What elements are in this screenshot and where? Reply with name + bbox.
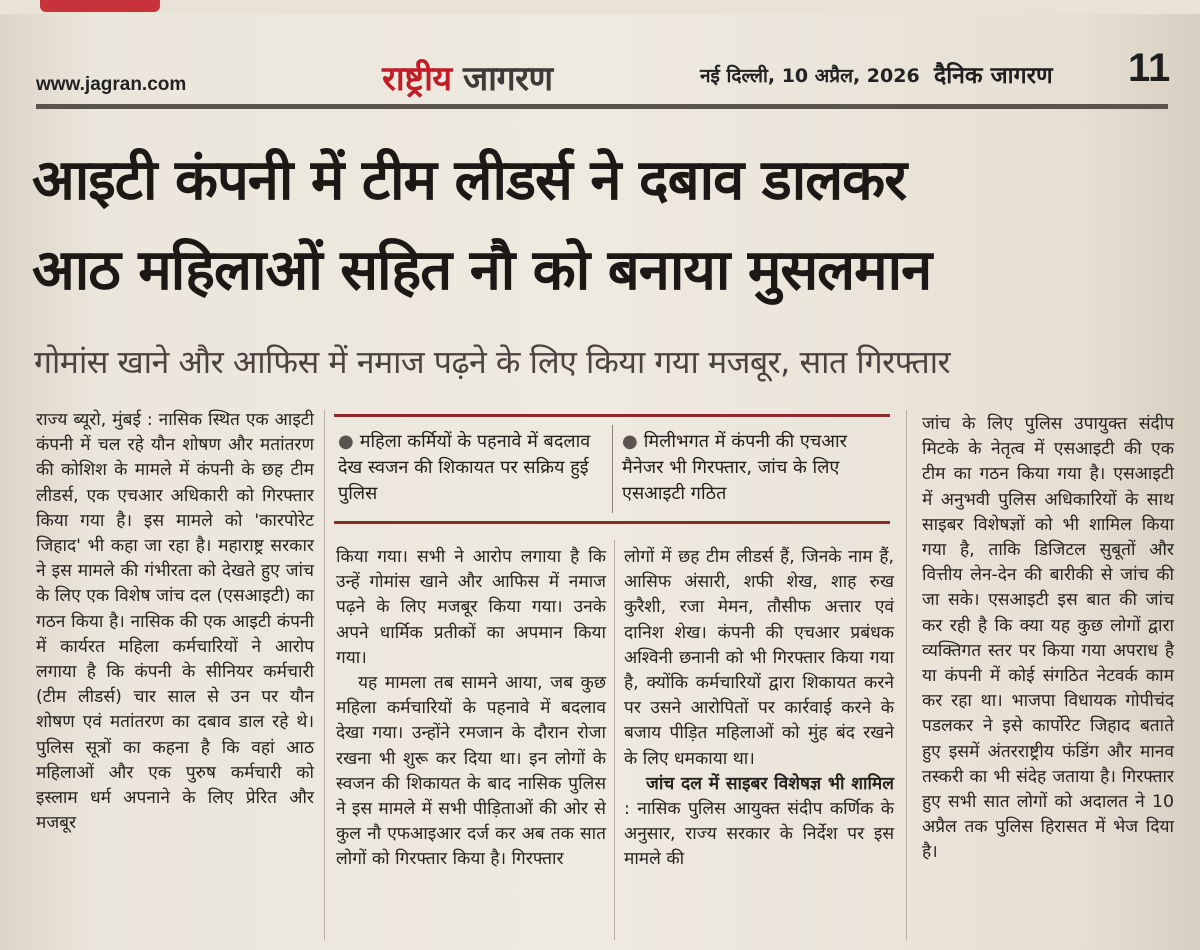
highlights-box (334, 414, 890, 524)
column-divider (324, 410, 325, 940)
headline-line-2: आठ महिलाओं सहित नौ को बनाया मुसलमान (32, 238, 932, 303)
section-title-part2: जागरण (462, 59, 553, 99)
previous-page-edge (0, 0, 1200, 14)
column-2-paragraph-2: यह मामला तब सामने आया, जब कुछ महिला कर्मचारियों के पहनावे में बदलाव देखा गया। उन्होंने रमजान के दौरान रोजा रखना भी शुरू कर दिया था। इन लोगों के स्वजन की शिकायत के बाद नासिक पुलिस ने इस मामले में सभी पीड़िताओं की ओर से कुल नौ एफआइआर दर्ज कर अब तक सात लोगों को गिरफ्तार किया है। गिरफ्तार (336, 673, 606, 870)
headline-line-1: आइटी कंपनी में टीम लीडर्स ने दबाव डालकर (32, 148, 907, 213)
newspaper-brand: दैनिक जागरण (934, 63, 1053, 89)
article-column-1 (36, 408, 314, 836)
section-title (382, 54, 553, 100)
website-url: www.jagran.com (36, 74, 187, 95)
subheadline: गोमांस खाने और आफिस में नमाज पढ़ने के लिए किया गया मजबूर, सात गिरफ्तार (34, 343, 951, 381)
dateline: नई दिल्ली, 10 अप्रैल, 2026 (700, 65, 920, 87)
column-3-paragraph-2-text: : नासिक पुलिस आयुक्त संदीप कर्णिक के अनुसार, राज्य सरकार के निर्देश पर इस मामले की (624, 799, 894, 870)
masthead-rule (36, 104, 1168, 109)
column-divider (614, 540, 615, 940)
column-4-text: जांच के लिए पुलिस उपायुक्त संदीप मिटके के नेतृत्व में एसआइटी की एक टीम का गठन किया गया है। एसआइटी में अनुभवी पुलिस अधिकारियों के साथ साइबर विशेषज्ञों को भी शामिल किया गया है, ताकि डिजिटल सुबूतों और वित्तीय लेन-देन की बारीकी से जांच की जा सके। एसआइटी इस बात की जांच कर रही है कि क्या यह कुछ लोगों द्वारा व्यक्तिगत स्तर पर किया गया अपराध है या कंपनी में कोई संगठित नेटवर्क काम कर रहा था। भाजपा विधायक गोपीचंद पडलकर ने इसे कार्पोरेट जिहाद बताते हुए इसमें अंतरराष्ट्रीय फंडिंग और मानव तस्करी का भी संदेह जताया है। गिरफ्तार हुए सभी सात लोगों को अदालत ने 10 अप्रैल तक पुलिस हिरासत में भेज दिया है। (922, 414, 1174, 863)
red-tab-decoration (40, 0, 160, 12)
page-number: 11 (1128, 46, 1171, 90)
masthead (36, 46, 1171, 102)
highlight-1 (338, 429, 600, 507)
section-title-part1: राष्ट्रीय (382, 59, 452, 99)
column-1-text: राज्य ब्यूरो, मुंबई : नासिक स्थित एक आइटी कंपनी में चल रहे यौन शोषण और मतांतरण की कोशिश के मामले में कंपनी के छह टीम लीडर्स, एक एचआर अधिकारी को गिरफ्तार किया गया है। इस मामले को 'कारपोरेट जिहाद' भी कहा जा रहा है। महाराष्ट्र सरकार ने इस मामले की गंभीरता को देखते हुए जांच के लिए एक विशेष जांच दल (एसआइटी) का गठन किया है। नासिक की एक आइटी कंपनी में कार्यरत महिला कर्मचारियों ने आरोप लगाया है कि कंपनी के सीनियर कर्मचारी (टीम लीडर्स) चार साल से उन पर यौन शोषण एवं मतांतरण का दबाव डाल रहे थे। पुलिस सूत्रों का कहना है कि वहां आठ महिलाओं और एक पुरुष कर्मचारी को इस्लाम धर्म अपनाने के लिए प्रेरित और मजबूर (36, 410, 314, 834)
highlight-2 (622, 429, 884, 507)
bullet-icon: ● (338, 431, 354, 452)
column-3-paragraph-2 (624, 772, 894, 873)
highlight-divider (612, 425, 613, 513)
bullet-icon: ● (622, 431, 638, 452)
column-divider (906, 410, 907, 940)
column-3-sidehead: जांच दल में साइबर विशेषज्ञ भी शामिल (646, 773, 894, 794)
article-column-4 (922, 412, 1174, 866)
article-column-3 (624, 545, 894, 873)
column-3-paragraph-1: लोगों में छह टीम लीडर्स हैं, जिनके नाम हैं, आसिफ अंसारी, शफी शेख, शाह रुख कुरैशी, रजा मेमन, तौसीफ अत्तार एवं दानिश शेख। कंपनी की एचआर प्रबंधक अश्विनी छनानी को भी गिरफ्तार किया गया है, क्योंकि कर्मचारियों द्वारा शिकायत करने पर उसने आरोपितों पर कार्रवाई करने के बजाय पीड़ित महिलाओं को मुंह बंद रखने के लिए धमकाया था। (624, 547, 894, 769)
highlight-1-text: महिला कर्मियों के पहनावे में बदलाव देख स्वजन की शिकायत पर सक्रिय हुई पुलिस (338, 431, 591, 504)
highlight-2-text: मिलीभगत में कंपनी की एचआर मैनेजर भी गिरफ्तार, जांच के लिए एसआइटी गठित (622, 431, 848, 504)
article-column-2 (336, 545, 606, 873)
column-2-paragraph-1: किया गया। सभी ने आरोप लगाया है कि उन्हें गोमांस खाने और आफिस में नमाज पढ़ने के लिए मजबूर किया गया। उनके अपने धार्मिक प्रतीकों का अपमान किया गया। (336, 547, 606, 668)
